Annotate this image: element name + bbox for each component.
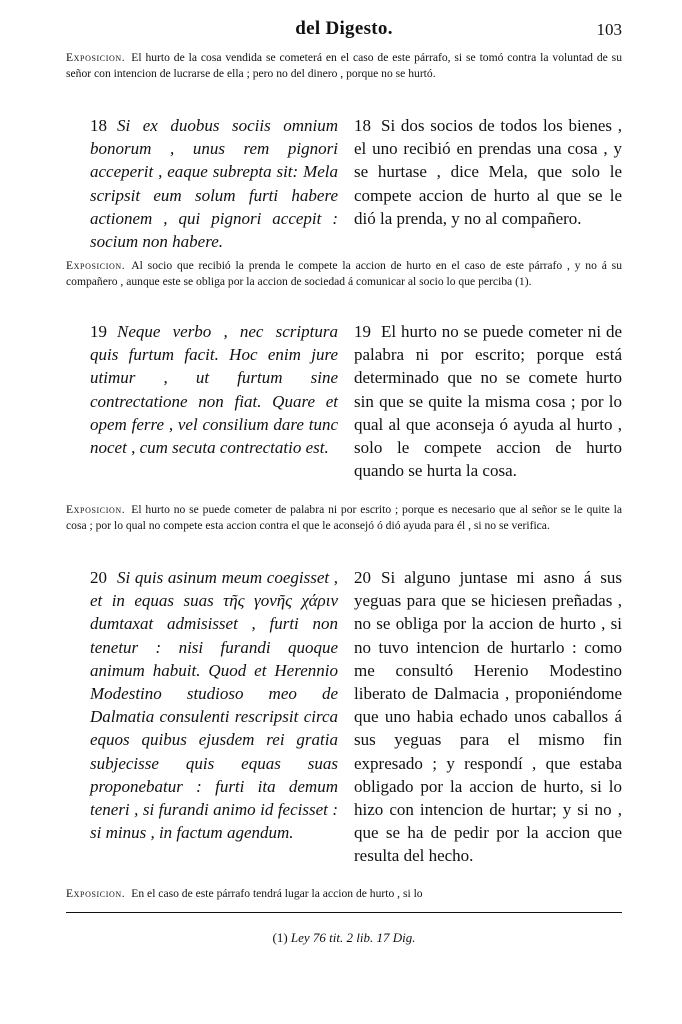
- exposition-label: Exposicion.: [66, 503, 126, 516]
- spanish-paragraph-19: [354, 320, 622, 482]
- running-title: del Digesto.: [295, 18, 393, 39]
- paragraph-number: 20: [90, 568, 107, 587]
- exposition-note: [66, 886, 622, 902]
- latin-text: Si quis asinum meum coegisset , et in equas suas τῆς γονῆς χάριν dumtaxat admisisset , furti non tenetur : nisi furandi quoque animum habuit. Quod et Herennio Modestino studioso meo de Dalmatia consulenti rescripsit circa equos quibus ejusdem rei gratia subjecisse quis equas suas proponebatur : furti ita demum teneri , si furandi animo id fecisset : si minus , in factum agendum.: [90, 568, 338, 843]
- spanish-text: El hurto no se puede cometer ni de palabra ni por escrito; porque está determinado que no se comete hurto sin que se quite la misma cosa ; por lo qual al que aconseja ó ayuda al hurto , solo le compete accion de hurto quando se hurta la cosa.: [354, 322, 622, 481]
- footnote: [66, 930, 622, 946]
- paragraph-number: 20: [354, 568, 371, 587]
- exposition-label: Exposicion.: [66, 51, 126, 64]
- exposition-text: En el caso de este párrafo tendrá lugar la accion de hurto , si lo: [131, 887, 423, 900]
- exposition-text: Al socio que recibió la prenda le compete la accion de hurto en el caso de este párrafo , y no á su compañero , aunque este se obliga por la accion de sociedad á comunicar al socio lo que perciba (1).: [66, 259, 622, 288]
- paragraph-number: 19: [354, 322, 371, 341]
- footnote-citation: Ley 76 tit. 2 lib. 17 Dig.: [290, 930, 416, 945]
- exposition-note: [66, 502, 622, 534]
- latin-text: Si ex duobus sociis omnium bonorum , unus rem pignori acceperit , eaque subrepta sit: Mela scripsit eum solum furti habere actionem , qui pignori accepit : socium non habere.: [90, 116, 338, 252]
- page-number: 103: [596, 20, 622, 39]
- footnote-rule: [66, 912, 622, 913]
- exposition-label: Exposicion.: [66, 887, 126, 900]
- paragraph-number: 18: [354, 116, 371, 135]
- footnote-mark: (1): [272, 930, 288, 945]
- paragraph-number: 19: [90, 322, 107, 341]
- paragraph-number: 18: [90, 116, 107, 135]
- latin-paragraph-18: [90, 114, 338, 253]
- exposition-text: El hurto de la cosa vendida se cometerá en el caso de este párrafo, si se tomó contra la voluntad de su señor con intencion de lucrarse de ella ; pero no del dinero , porque no se hurtó.: [66, 51, 622, 80]
- exposition-label: Exposicion.: [66, 259, 126, 272]
- exposition-note: [66, 50, 622, 82]
- spanish-text: Si dos socios de todos los bienes , el uno recibió en prendas una cosa , y se hurtase , dice Mela, que solo le compete accion de hurto al que se le dió la prenda, y no al compañero.: [354, 116, 622, 228]
- exposition-note: [66, 258, 622, 290]
- page-header: [66, 18, 622, 44]
- latin-paragraph-19: [90, 320, 338, 459]
- exposition-text: El hurto no se puede cometer de palabra ni por escrito ; porque es necesario que al señor se le quite la cosa ; por lo qual no compete esta accion contra el que le aconsejó ó dió ayuda para él , si no se verifica.: [66, 503, 622, 532]
- latin-text: Neque verbo , nec scriptura quis furtum facit. Hoc enim jure utimur , ut furtum sine contrectatione non fiat. Quare et opem ferre , vel consilium dare tunc nocet , cum secuta contrectatio est.: [90, 322, 338, 458]
- spanish-text: Si alguno juntase mi asno á sus yeguas para que se hiciesen preñadas , no se obliga por la accion de hurto , si no tuvo intencion de hurtarlo : como me consultó Herenio Modestino liberato de Dalmacia , proponiéndome que uno habia echado unos caballos á sus yeguas para el mismo fin expresado ; y respondí , que estaba obligado por la accion de hurto, si lo hizo con intencion de hurtar; y si no , que se ha de pedir por la accion que resulta del hecho.: [354, 568, 622, 866]
- spanish-paragraph-20: [354, 566, 622, 868]
- spanish-paragraph-18: [354, 114, 622, 230]
- latin-paragraph-20: [90, 566, 338, 844]
